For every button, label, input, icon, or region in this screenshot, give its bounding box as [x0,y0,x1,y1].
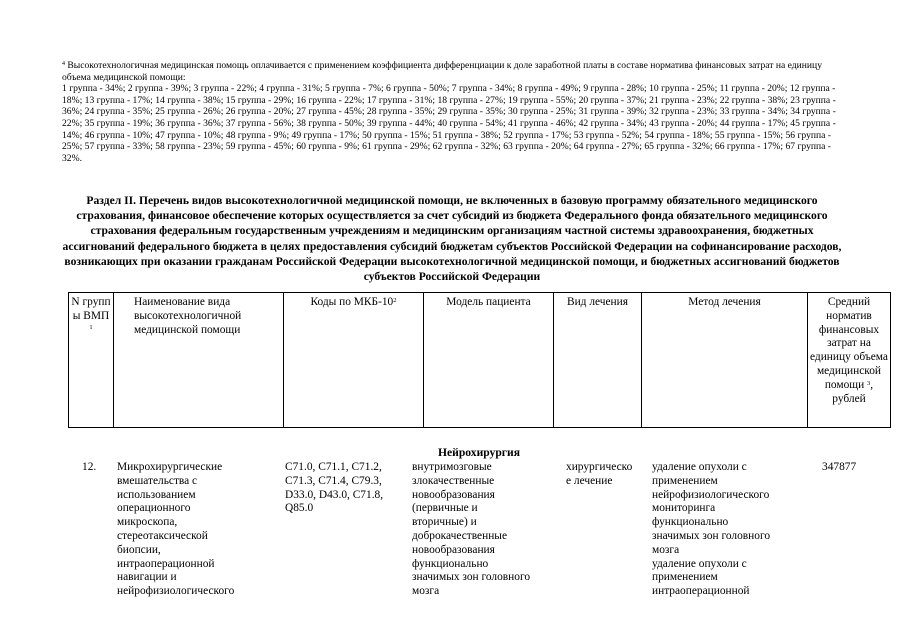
cell-line: мозга [412,585,440,598]
cell-line: операционного [117,502,191,515]
cell-line: функционально [412,557,489,570]
section-neurosurgery: Нейрохирургия [437,446,521,459]
row-treatment-method [652,461,802,599]
cell-line: злокачественные [412,474,495,487]
cell-line: мозга [652,543,680,556]
footnote-groups: 1 группа - 34%; 2 группа - 39%; 3 группа - 22%; 4 группа - 31%; 5 группа - 7%; 6 группа - 50%; 7 группа - 34%; 8 группа - 49%; 9 группа - 28%; 10 группа - 25%; 11 группа - 20%; 12 группа - 18%; 13 группа - 17%; 14 группа - 38%; 15 группа - 29%; 16 группа - 22%; 17 группа - 31%; 18 группа - 27%; 19 группа - 55%; 20 группа - 37%; 21 группа - 23%; 22 группа - 38%; 23 группа - 36%; 24 группа - 35%; 25 группа - 26%; 26 группа - 20%; 27 группа - 45%; 28 группа - 35%; 29 группа - 35%; 30 группа - 25%; 31 группа - 39%; 32 группа - 23%; 33 группа - 34%; 34 группа - 22%; 35 группа - 19%; 36 группа - 36%; 37 группа - 56%; 38 группа - 50%; 39 группа - 44%; 40 группа - 54%; 41 группа - 46%; 42 группа - 34%; 43 группа - 20%; 44 группа - 17%; 45 группа - 14%; 46 группа - 10%; 47 группа - 10%; 48 группа - 9%; 49 группа - 17%; 50 группа - 15%; 51 группа - 38%; 52 группа - 17%; 53 группа - 52%; 54 группа - 18%; 55 группа - 15%; 56 группа - 25%; 57 группа - 33%; 58 группа - 23%; 59 группа - 45%; 60 группа - 9%; 61 группа - 29%; 62 группа - 32%; 63 группа - 20%; 64 группа - 27%; 65 группа - 32%; 66 группа - 17%; 67 группа - 32%. [62,83,836,164]
header-treatment-method: Метод лечения [642,293,808,428]
header-table [68,292,891,428]
cell-line: стереотаксической [117,529,208,542]
cell-line: удаление опухоли с [652,461,747,473]
cell-line: биопсии, [117,543,161,556]
cell-line: значимых зон головного [412,571,531,584]
cell-line: новообразования [412,543,495,556]
cell-line: вторичные) и [412,516,477,529]
header-treatment-type: Вид лечения [554,293,642,428]
cell-line: D33.0, D43.0, C71.8, [285,488,384,501]
cell-line: C71.3, C71.4, C79.3, [285,474,382,487]
cell-line: интраоперационной [117,557,215,570]
section-title: Раздел II. Перечень видов высокотехнологичной медицинской помощи, не включенных в базовую программу обязательного медицинского страхования, финансовое обеспечение которых осуществляется за счет субсидий из бюджета Федерального фонда обязательного медицинского страхования федеральным государственным учреждениям и медицинским организациям частной системы здравоохранения, бюджетных ассигнований федерального бюджета в целях предоставления субсидий бюджетам субъектов Российской Федерации на софинансирование расходов, возникающих при оказании гражданам Российской Федерации высокотехнологичной медицинской помощи, и бюджетных ассигнований бюджетов субъектов Российской Федерации [62,194,842,284]
cell-line: Микрохирургические [117,461,223,473]
cell-line: применением [652,571,718,584]
cell-line: использованием [117,488,196,501]
cell-line: нейрофизиологического [117,585,235,598]
cell-line: применением [652,474,718,487]
cell-line: доброкачественные [412,529,508,542]
header-icd-codes-sup: 2 [393,297,397,304]
row-number: 12. [82,461,97,473]
cell-line: навигации и [117,571,177,584]
cell-line: интраоперационной [652,585,750,598]
footnote-marker: 4 [62,61,65,67]
header-row [69,293,891,428]
row-type-name [117,461,277,599]
row-cost: 347877 [822,461,857,473]
cell-line: микроскопа, [117,516,178,529]
cell-line: значимых зон головного [652,529,771,542]
row-icd-codes [285,461,405,516]
cell-line: функционально [652,516,729,529]
row-treatment-type [566,461,648,489]
row-patient-model [412,461,562,599]
cell-line: внутримозговые [412,461,492,473]
header-cost-standard: Средний норматив финансовых затрат на единицу объема медицинской помощи $^3$, рублей [808,293,891,428]
cell-line: Q85.0 [285,502,314,515]
cell-line: хирургическо [566,461,633,473]
cell-line: удаление опухоли с [652,557,747,570]
cell-line: новообразования [412,488,495,501]
header-group-number: N групп ы ВМП 1 [69,293,114,428]
header-group-number-sup: 1 [89,323,93,331]
cell-line: нейрофизиологического [652,488,770,501]
footnote [62,60,842,164]
footnote-intro: Высокотехнологичная медицинская помощь оплачивается с применением коэффициента дифференциации к доле заработной платы в составе норматива финансовых затрат на единицу объема медицинской помощи: [62,60,822,83]
header-cost-standard-sup: 3 [867,379,871,387]
header-patient-model: Модель пациента [424,293,554,428]
cell-line: вмешательства с [117,474,198,487]
header-type-name: Наименование вида высокотехнологичной медицинской помощи [114,293,284,428]
cell-line: мониторинга [652,502,716,515]
cell-line: C71.0, C71.1, C71.2, [285,461,382,473]
header-icd-codes: Коды по МКБ-$10^2$ [284,293,424,428]
cell-line: (первичные и [412,502,478,515]
cell-line: е лечение [566,474,613,487]
